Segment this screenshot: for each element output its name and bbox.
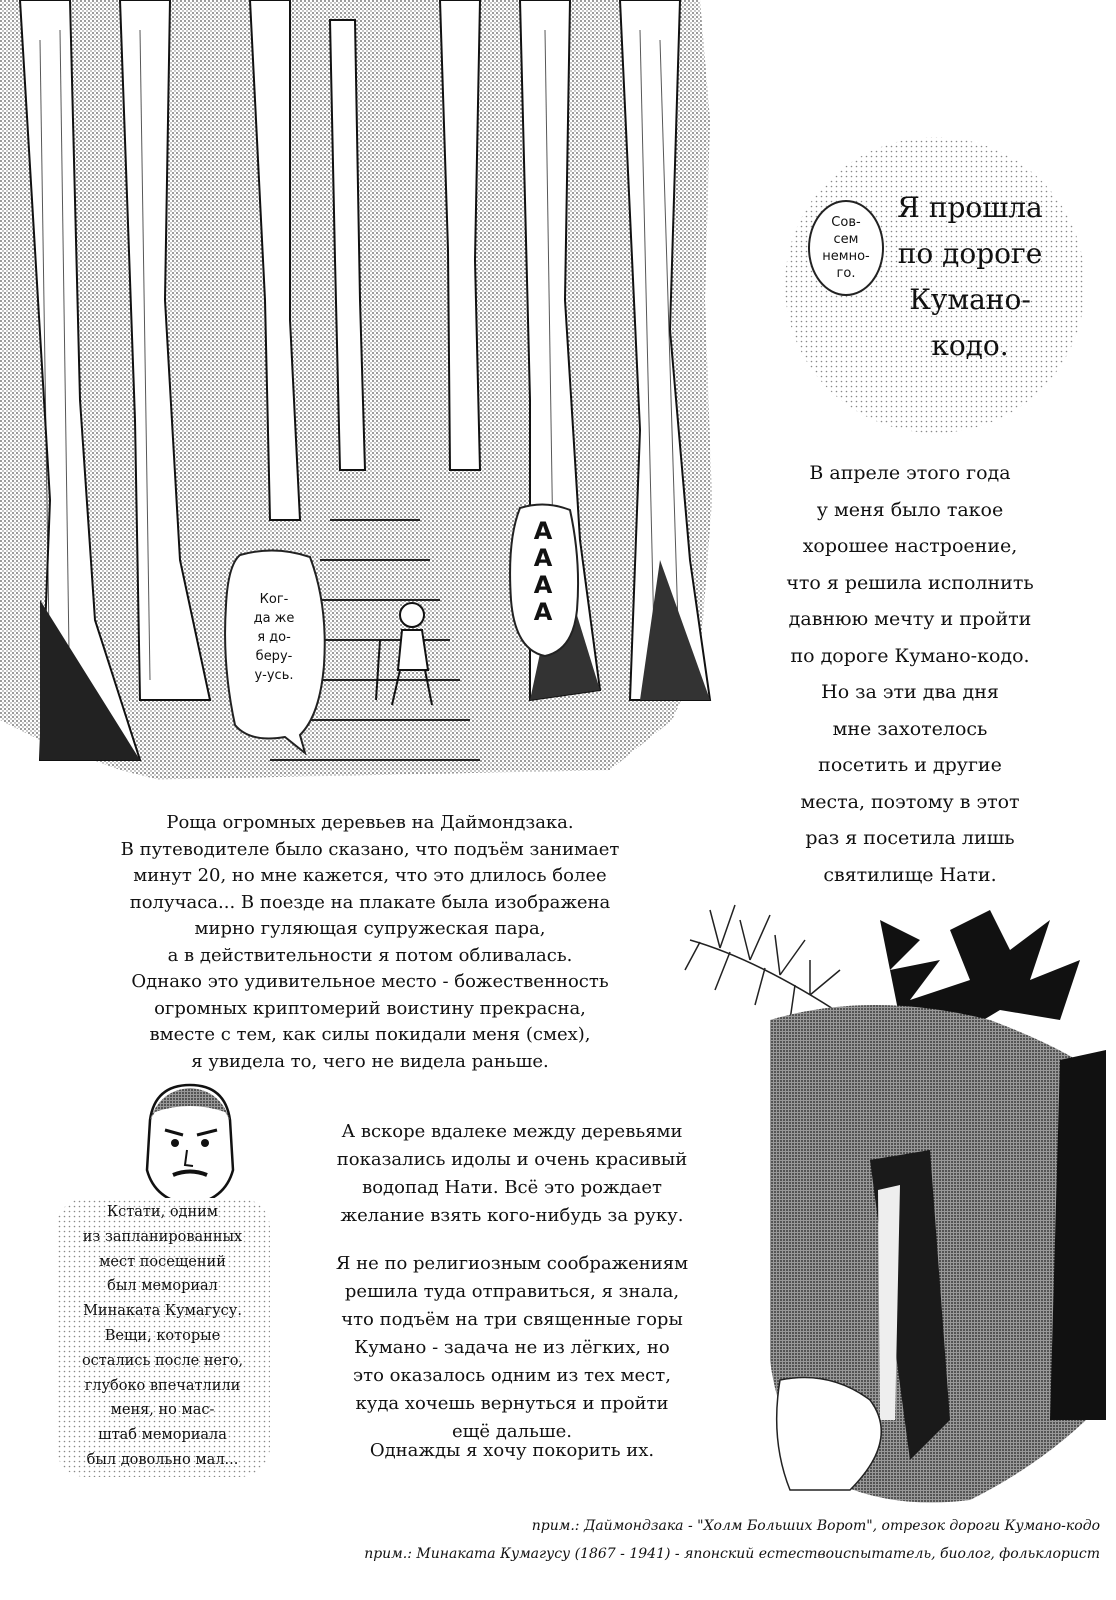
scream-bubble bbox=[512, 518, 574, 626]
story-line: святилище Нати. bbox=[823, 863, 997, 886]
story-line: Но за эти два дня bbox=[821, 681, 999, 703]
side-note-line: из запланированных bbox=[82, 1228, 243, 1245]
story-line: мне захотелось bbox=[832, 717, 988, 740]
scream-letter: А bbox=[533, 544, 553, 572]
story-line: по дороге Кумано-кодо. bbox=[790, 644, 1030, 667]
forest-illustration bbox=[0, 0, 720, 830]
scream-letter: А bbox=[533, 517, 553, 545]
waterfall-line: водопад Нати. Всё это рождает bbox=[362, 1177, 662, 1198]
side-note-line: был довольно мал... bbox=[86, 1451, 239, 1468]
religion-line: ещё дальше. bbox=[452, 1421, 572, 1442]
headline-line: по дороге bbox=[897, 237, 1043, 270]
headline-line: Я прошла bbox=[897, 191, 1043, 224]
story-line: у меня было такое bbox=[816, 498, 1004, 521]
when-line: да же bbox=[253, 611, 295, 626]
caption-line: Роща огромных деревьев на Даймондзака. bbox=[166, 812, 574, 833]
religion-paragraph bbox=[262, 1250, 762, 1446]
religion-line: Я не по религиозным соображениям bbox=[335, 1253, 689, 1274]
story-line: места, поэтому в этот bbox=[800, 790, 1020, 813]
when-line: у-усь. bbox=[254, 668, 294, 683]
headline-line: Кумано- bbox=[909, 283, 1031, 316]
side-note bbox=[55, 1200, 270, 1473]
caption-line: получаса... В поезде на плакате была изображена bbox=[129, 891, 611, 913]
religion-line: что подъём на три священные горы bbox=[341, 1309, 683, 1330]
religion-line: решила туда отправиться, я знала, bbox=[344, 1281, 680, 1302]
caption-line: В путеводителе было сказано, что подъём занимает bbox=[120, 838, 620, 860]
side-note-line: Вещи, которые bbox=[104, 1327, 221, 1344]
headline-line: кодо. bbox=[931, 329, 1009, 362]
caption-line: минут 20, но мне кажется, что это длилось более bbox=[133, 865, 607, 886]
religion-line: куда хочешь вернуться и пройти bbox=[355, 1393, 669, 1414]
waterfall-illustration bbox=[750, 900, 1116, 1520]
grove-caption bbox=[10, 810, 730, 1075]
side-note-line: мест посещений bbox=[99, 1253, 226, 1270]
footnote: прим.: Минаката Кумагусу (1867 - 1941) - японский естествоиспытатель, биолог, фольклорист bbox=[364, 1546, 1100, 1562]
footnote: прим.: Даймондзака - "Холм Больших Ворот", отрезок дороги Кумано-кодо bbox=[531, 1518, 1100, 1534]
caption-line: Однако это удивительное место - божественность bbox=[131, 971, 609, 992]
waterfall-paragraph bbox=[262, 1118, 762, 1230]
small-bubble-line: сем bbox=[833, 232, 859, 247]
scream-letter: А bbox=[533, 598, 553, 626]
closing-line: Однажды я хочу покорить их. bbox=[369, 1440, 655, 1461]
story-line: посетить и другие bbox=[818, 754, 1002, 776]
small-bubble-line: го. bbox=[836, 266, 856, 281]
side-note-line: Кстати, одним bbox=[106, 1204, 219, 1220]
small-bubble-line: Сов- bbox=[831, 215, 861, 230]
small-bubble bbox=[808, 200, 884, 296]
footnotes bbox=[10, 1512, 1100, 1568]
when-line: беру- bbox=[255, 649, 293, 664]
story-right-column bbox=[730, 455, 1090, 893]
story-line: В апреле этого года bbox=[809, 462, 1011, 484]
when-line: я до- bbox=[257, 630, 291, 645]
religion-line: Кумано - задача не из лёгких, но bbox=[354, 1337, 670, 1358]
waterfall-line: желание взять кого-нибудь за руку. bbox=[340, 1205, 684, 1226]
waterfall-line: А вскоре вдалеке между деревьями bbox=[341, 1121, 683, 1142]
scream-letter: А bbox=[533, 571, 553, 599]
side-note-line: глубоко впечатлили bbox=[84, 1377, 241, 1394]
caption-line: мирно гуляющая супружеская пара, bbox=[194, 918, 546, 939]
waterfall-line: показались идолы и очень красивый bbox=[336, 1149, 688, 1170]
side-note-line: штаб мемориала bbox=[98, 1427, 227, 1444]
side-note-line: остались после него, bbox=[81, 1352, 244, 1369]
when-line: Ког- bbox=[259, 592, 289, 607]
caption-line: а в действительности я потом обливалась. bbox=[167, 944, 573, 966]
caption-line: я увидела то, чего не видела раньше. bbox=[191, 1050, 549, 1072]
small-bubble-line: немно- bbox=[822, 249, 870, 264]
caption-line: огромных криптомерий воистину прекрасна, bbox=[154, 997, 586, 1019]
caption-line: вместе с тем, как силы покидали меня (смех), bbox=[149, 1024, 591, 1045]
side-note-line: был мемориал bbox=[107, 1278, 218, 1295]
side-note-line: меня, но мас- bbox=[110, 1402, 215, 1419]
story-line: раз я посетила лишь bbox=[805, 827, 1015, 849]
story-line: хорошее настроение, bbox=[802, 535, 1018, 557]
headline bbox=[880, 185, 1060, 369]
story-line: давнюю мечту и пройти bbox=[788, 608, 1032, 630]
side-note-line: Минаката Кумагусу. bbox=[83, 1303, 242, 1320]
religion-line: это оказалось одним из тех мест, bbox=[353, 1365, 671, 1386]
when-bubble bbox=[228, 590, 320, 685]
story-line: что я решила исполнить bbox=[786, 571, 1034, 594]
